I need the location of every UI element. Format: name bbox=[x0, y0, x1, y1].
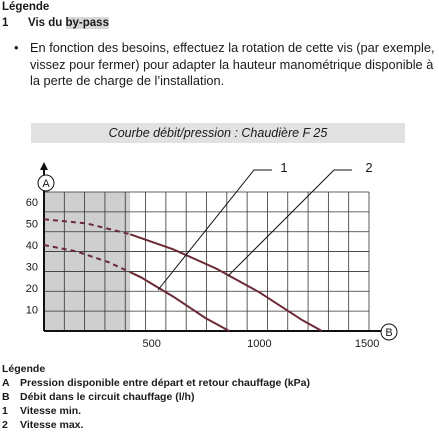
legend-item-number: 1 bbox=[2, 17, 9, 29]
y-tick-label: 30 bbox=[25, 261, 38, 274]
y-tick-label: 20 bbox=[25, 283, 38, 295]
bullet-marker: • bbox=[14, 40, 19, 55]
y-axis-label: A bbox=[42, 178, 50, 190]
callout-line-1 bbox=[158, 170, 272, 290]
y-tick-label: 40 bbox=[25, 240, 38, 252]
callout-label-2: 2 bbox=[365, 160, 373, 175]
bottom-legend-item-b bbox=[2, 391, 194, 403]
bottom-legend-text: Débit dans le circuit chauffage (l/h) bbox=[20, 391, 195, 403]
legend-item-highlight: by-pass bbox=[65, 17, 109, 29]
bottom-legend-item-a bbox=[2, 377, 310, 389]
y-tick-label: 10 bbox=[25, 304, 38, 317]
series-2-solid bbox=[130, 234, 322, 331]
y-axis-arrow bbox=[40, 162, 48, 170]
bottom-legend-key: 2 bbox=[2, 419, 8, 431]
x-tick-label: 500 bbox=[142, 338, 161, 350]
bottom-legend-key: A bbox=[2, 377, 10, 389]
bottom-legend-text: Vitesse min. bbox=[20, 405, 82, 417]
legend-item-text: Vis du bbox=[28, 17, 66, 29]
legend-title: Légende bbox=[2, 1, 50, 13]
bottom-legend-item-2 bbox=[2, 419, 83, 431]
y-tick-label: 60 bbox=[25, 197, 38, 209]
x-tick-label: 1500 bbox=[354, 338, 380, 350]
bottom-legend-text: Pression disponible entre départ et retour chauffage (kPa) bbox=[20, 377, 310, 389]
bottom-legend-title: Légende bbox=[2, 363, 46, 375]
bottom-legend-key: 1 bbox=[2, 405, 8, 417]
series-1-solid bbox=[130, 272, 229, 331]
y-tick-label: 50 bbox=[25, 218, 38, 231]
bottom-legend-item-1 bbox=[2, 405, 81, 417]
instruction-paragraph: En fonction des besoins, effectuez la rotation de cette vis (par exemple, vissez pour fermer) pour adapter la hauteur manométrique disponible à la perte de charge de l’installation. bbox=[30, 40, 435, 88]
chart-title: Courbe débit/pression : Chaudière F 25 bbox=[31, 123, 405, 143]
bottom-legend-text: Vitesse max. bbox=[20, 419, 84, 431]
bottom-legend-key: B bbox=[2, 391, 10, 403]
shaded-region bbox=[44, 192, 130, 331]
callout-line-2 bbox=[228, 170, 352, 276]
x-tick-label: 1000 bbox=[247, 338, 272, 350]
callout-label-1: 1 bbox=[280, 160, 288, 175]
x-axis-label: B bbox=[385, 327, 393, 339]
